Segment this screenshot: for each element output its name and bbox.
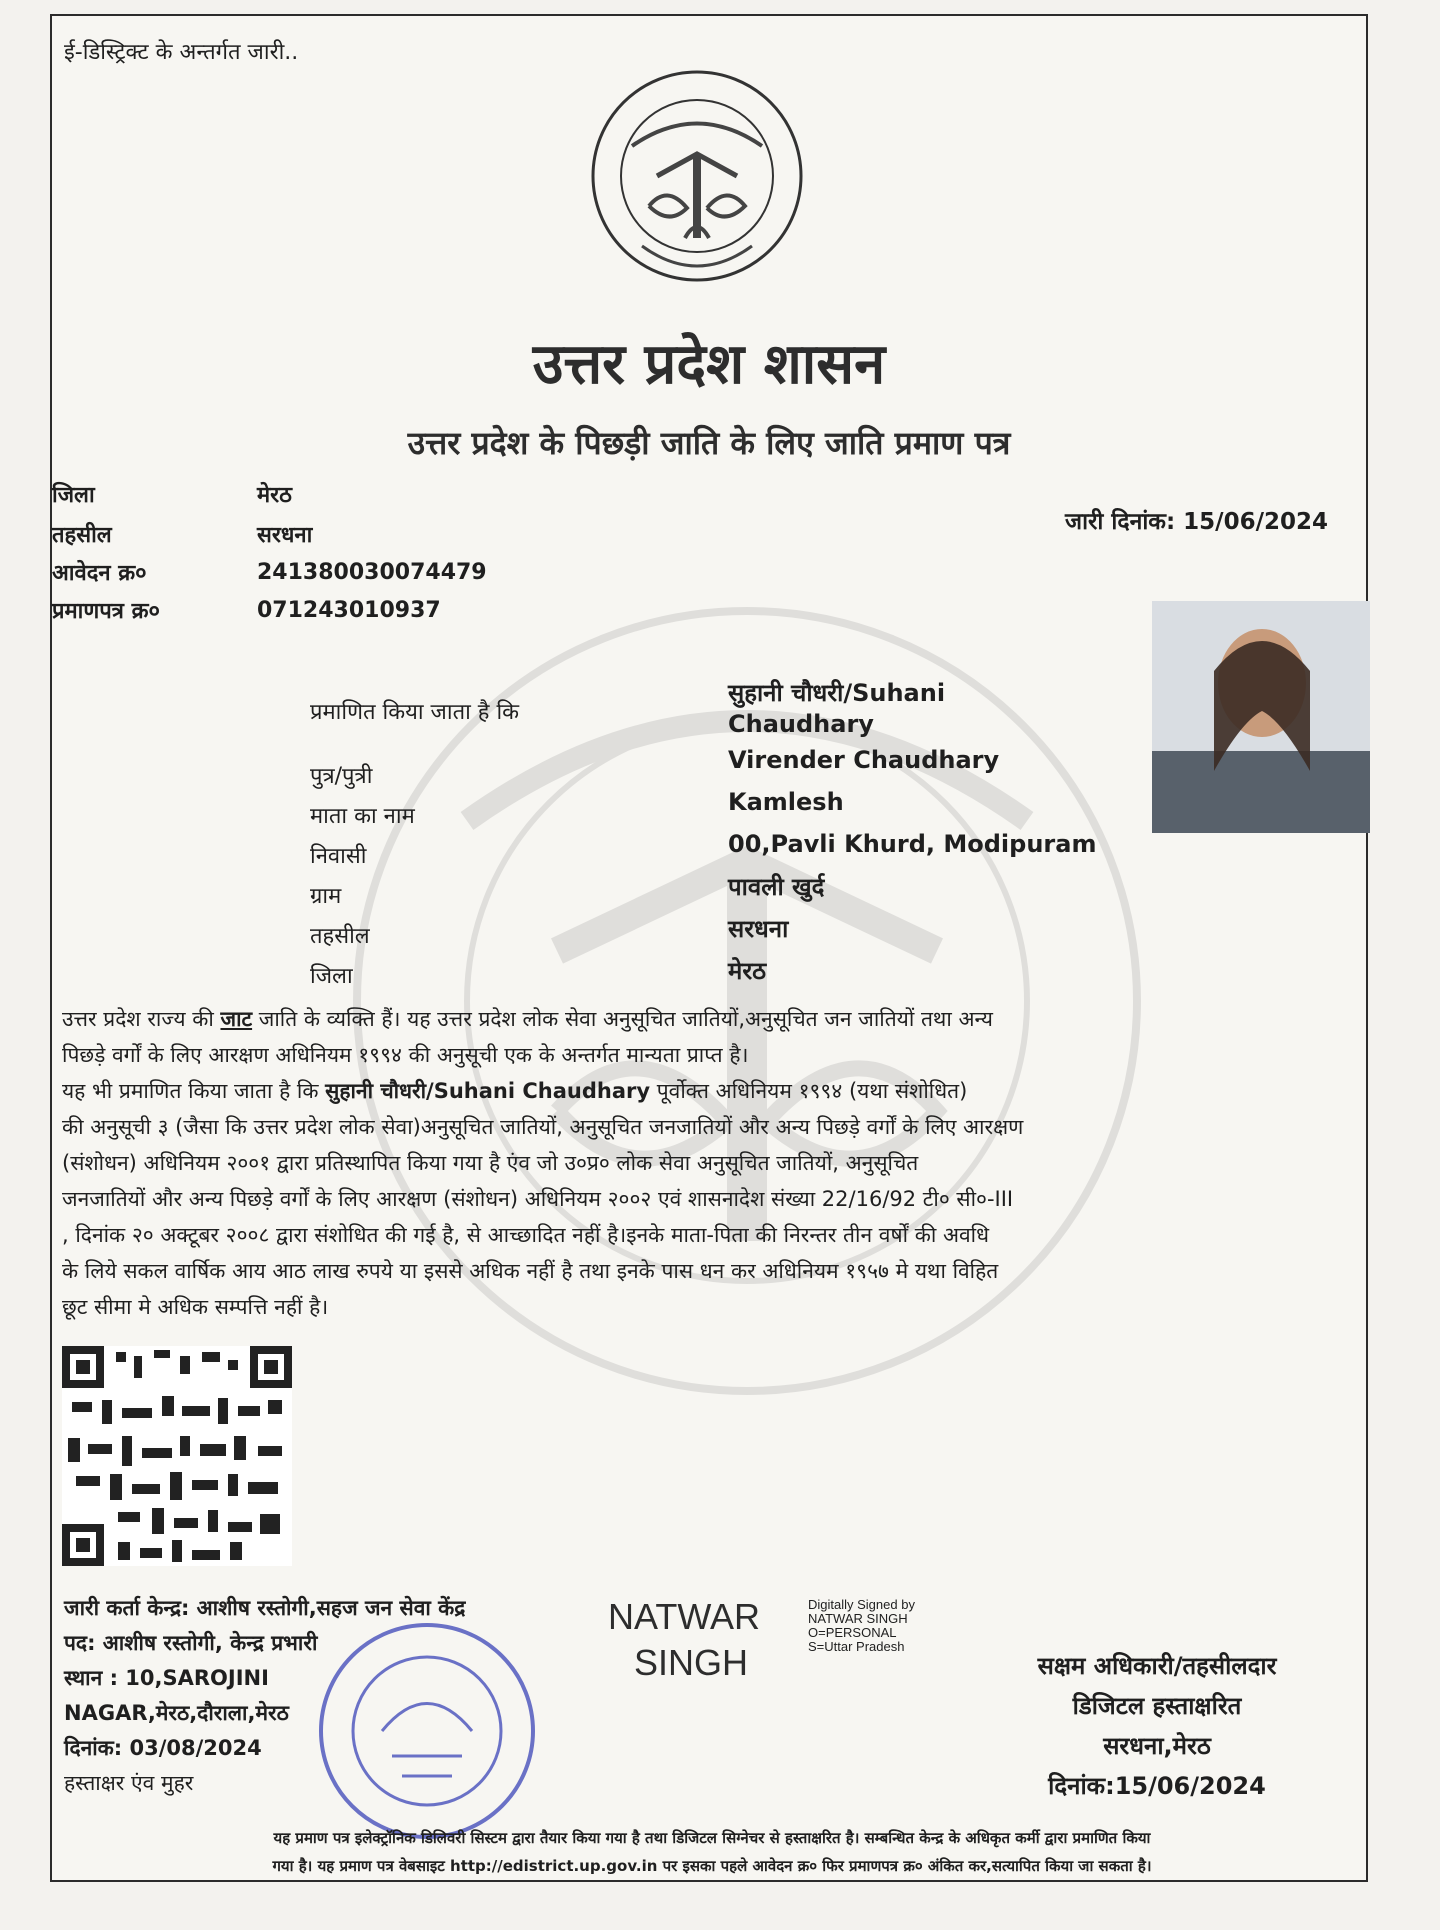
para-line1-pre: उत्तर प्रदेश राज्य की	[62, 1007, 221, 1031]
para-line8: के लिये सकल वार्षिक आय आठ लाख रुपये या इससे अधिक नहीं है तथा इनके पास धन कर अधिनियम १९५७ मे यथा विहित	[62, 1259, 999, 1283]
caste-text: जाट	[220, 1007, 253, 1031]
son-daughter-label: पुत्र/पुत्री	[310, 764, 373, 789]
issuing-center: जारी कर्ता केन्द्र: आशीष रस्तोगी,सहज जन सेवा केंद्र	[64, 1596, 466, 1620]
issue-date-value: 15/06/2024	[1183, 509, 1328, 535]
signer-note-line1: Digitally Signed by	[808, 1597, 915, 1612]
details-tehsil-value: सरधना	[728, 915, 789, 943]
para-line2: पिछड़े वर्गों के लिए आरक्षण अधिनियम १९९४ की अनुसूची एक के अन्तर्गत मान्यता प्राप्त है।	[62, 1043, 749, 1067]
name-line1: सुहानी चौधरी/Suhani	[728, 679, 946, 707]
para-line1-post: जाति के व्यक्ति हैं। यह उत्तर प्रदेश लोक सेवा अनुसूचित जातियों,अनुसूचित जन जातियों तथा अन्य	[252, 1007, 993, 1031]
tehsil-label: तहसील	[52, 523, 112, 548]
document-title: उत्तर प्रदेश शासन	[532, 331, 886, 397]
authority-date: दिनांक:15/06/2024	[1048, 1772, 1266, 1800]
para-line5: (संशोधन) अधिनियम २००१ द्वारा प्रतिस्थापित किया गया है एंव जो उ०प्र० लोक सेवा अनुसूचित जातियों, अनुसूचित	[62, 1151, 919, 1175]
mother-name: Kamlesh	[728, 788, 844, 816]
para-line3	[62, 1073, 1382, 1109]
signer-note	[808, 1598, 918, 1654]
qr-code-icon	[62, 1346, 292, 1566]
disclaimer-line1: यह प्रमाण पत्र इलेक्ट्रॉनिक डिलिवरी सिस्टम द्वारा तैयार किया गया है तथा डिजिटल सिग्नेचर से हस्ताक्षरित है। सम्बन्धित केन्द्र के अधिकृत कर्मी द्वारा प्रमाणित किया	[273, 1829, 1151, 1847]
issue-date-label: जारी दिनांक:	[1065, 509, 1176, 535]
signer-note-line2: NATWAR SINGH	[808, 1611, 908, 1626]
father-name: Virender Chaudhary	[728, 746, 1000, 774]
tehsil-value: सरधना	[257, 523, 313, 548]
signer-name-line2: SINGH	[634, 1642, 749, 1683]
application-value: 241380030074479	[257, 559, 487, 585]
digital-signature-block	[608, 1594, 915, 1714]
para-line9: छूट सीमा मे अधिक सम्पत्ति नहीं है।	[62, 1295, 329, 1319]
seal-label: हस्ताक्षर एंव मुहर	[64, 1771, 194, 1795]
para-line3-name: सुहानी चौधरी/Suhani Chaudhary	[325, 1079, 651, 1103]
authority-title: सक्षम अधिकारी/तहसीलदार	[1037, 1652, 1277, 1680]
document-subtitle: उत्तर प्रदेश के पिछड़ी जाति के लिए जाति प्रमाण पत्र	[407, 424, 1011, 462]
district-label: जिला	[52, 483, 95, 508]
para-line1	[62, 1001, 1382, 1037]
signer-name-line1: NATWAR	[608, 1596, 760, 1637]
issuing-place-line1: स्थान : 10,SAROJINI	[64, 1666, 269, 1690]
authority-place: सरधना,मेरठ	[1103, 1732, 1211, 1760]
authority-signed: डिजिटल हस्ताक्षरित	[1072, 1692, 1242, 1720]
signer-note-line3: O=PERSONAL	[808, 1625, 897, 1640]
disclaimer-line2: गया है। यह प्रमाण पत्र वेबसाइट http://edistrict.up.gov.in पर इसका पहले आवेदन क्र० फिर प्रमाणपत्र क्र० अंकित कर,सत्यापित किया जा सकता है।	[272, 1857, 1152, 1875]
issued-under-text: ई-डिस्ट्रिक्ट के अन्तर्गत जारी..	[64, 40, 299, 65]
para-line7: , दिनांक २० अक्टूबर २००८ द्वारा संशोधित की गई है, से आच्छादित नहीं है।इनके माता-पिता की निरन्तर तीन वर्षों की अवधि	[62, 1223, 990, 1247]
certified-label: प्रमाणित किया जाता है कि	[310, 700, 520, 725]
issue-date	[1065, 504, 1328, 536]
seal-stamp-icon	[312, 1616, 542, 1846]
para-line3-pre: यह भी प्रमाणित किया जाता है कि	[62, 1079, 326, 1103]
details-district-label: जिला	[310, 964, 353, 989]
mother-label: माता का नाम	[310, 804, 415, 829]
resident-value: 00,Pavli Khurd, Modipuram	[728, 830, 1097, 858]
up-emblem-icon	[587, 66, 807, 294]
issuing-place-line2: NAGAR,मेरठ,दौराला,मेरठ	[64, 1701, 289, 1725]
resident-label: निवासी	[310, 844, 367, 869]
certificate-value: 071243010937	[257, 597, 441, 623]
issuing-date: दिनांक: 03/08/2024	[64, 1736, 262, 1760]
details-tehsil-label: तहसील	[310, 924, 370, 949]
details-district-value: मेरठ	[728, 957, 767, 985]
certificate-paragraph	[62, 1001, 1382, 1325]
authority-block	[972, 1646, 1342, 1806]
para-line6: जनजातियों और अन्य पिछड़े वर्गों के लिए आरक्षण (संशोधन) अधिनियम २००२ एवं शासनादेश संख्या 22/16/92 टी० सी०-III	[62, 1187, 1014, 1211]
certificate-label: प्रमाणपत्र क्र०	[52, 599, 160, 624]
certificate-page	[50, 14, 1368, 1882]
district-value: मेरठ	[257, 483, 292, 508]
signer-note-line4: S=Uttar Pradesh	[808, 1639, 905, 1654]
details-block	[310, 676, 1210, 996]
village-value: पावली खुर्द	[728, 873, 825, 901]
application-label: आवेदन क्र०	[52, 561, 147, 586]
para-line3-post: पूर्वोक्त अधिनियम १९९४ (यथा संशोधित)	[650, 1079, 968, 1103]
signer-name	[608, 1594, 808, 1686]
name-line2: Chaudhary	[728, 710, 874, 738]
verification-disclaimer	[62, 1824, 1362, 1880]
para-line4: की अनुसूची ३ (जैसा कि उत्तर प्रदेश लोक सेवा)अनुसूचित जातियों, अनुसूचित जनजातियों और अन्य पिछड़े वर्गों के लिए आरक्षण	[62, 1115, 1024, 1139]
issuing-post: पद: आशीष रस्तोगी, केन्द्र प्रभारी	[64, 1631, 318, 1655]
village-label: ग्राम	[310, 884, 342, 909]
